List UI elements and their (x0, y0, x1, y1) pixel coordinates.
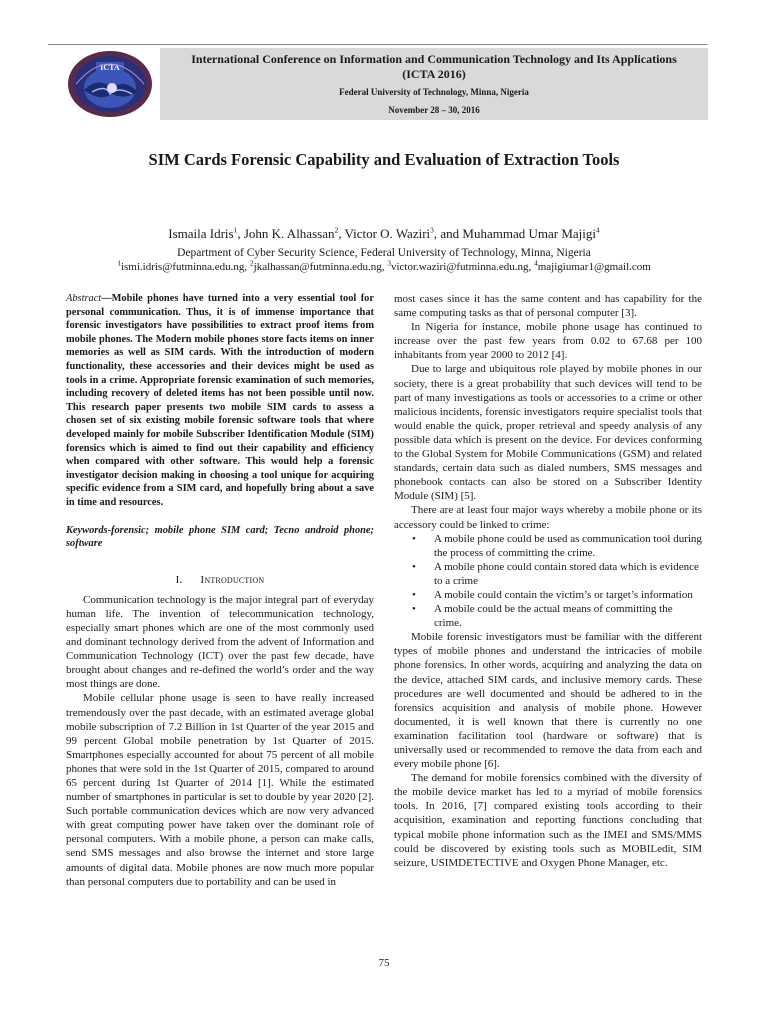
body-paragraph: In Nigeria for instance, mobile phone usage has continued to increase over the past few years from 0.02 to 67.68 per 100 inhabitants from year 2000 to 2012 [4]. (394, 321, 702, 362)
paper-title: SIM Cards Forensic Capability and Evaluation of Extraction Tools (148, 150, 620, 169)
section-number: I. (175, 573, 183, 586)
author-separator: , and (433, 226, 463, 241)
author-separator: , (338, 226, 345, 241)
page-number: 75 (378, 957, 390, 969)
author-emails (40, 260, 728, 274)
abstract-text: —Mobile phones have turned into a very essential tool for personal communication. Thus, it is of immense importance that forensic investigators have possibilities to extract proof items from mobile phones. The Modern mobile phones store facts items on inner memories as well as SIM cards. With the introduction of modern functionality, these accessories and their devices might be used as tools in a crime. Appropriate forensic examination of such memories, including recovery of deleted items has not been possible until now. This research paper presents two mobile SIM cards to assess a chosen set of six existing mobile forensic software tools that where developed mainly for mobile Subscriber Identification Module (SIM) forensics which is aimed to find out their capability and efficiency when compared with other software. This would help a forensic investigator decision making in choosing a tool unique for acquiring specific evidence from a SIM card, and hopefully bring about a save in time and resources. (66, 293, 374, 508)
author-affiliation: Department of Cyber Security Science, Federal University of Technology, Minna, Nigeria (177, 247, 591, 259)
bullet-item: • A mobile phone could contain stored data which is evidence to a crime (394, 560, 702, 588)
email-mark: 1 (117, 258, 121, 268)
author-list (40, 226, 728, 242)
bullet-item: • A mobile could contain the victim’s or target’s information (394, 588, 702, 602)
conference-title (160, 52, 708, 82)
email-address: ismi.idris@futminna.edu.ng, (120, 261, 250, 273)
svg-text:ICTA: ICTA (100, 63, 120, 72)
conference-logo-icon (62, 48, 158, 120)
email-mark: 3 (387, 258, 391, 268)
body-paragraph: Mobile forensic investigators must be familiar with the different types of mobile phones and understand the intricacies of mobile phone forensics. In other words, acquiring and analyzing the data on the device, attached SIM cards, and inclusive memory cards. These procedures are well documented and should be adhered to in the forensics acquisition and analysis of mobile phone. However documented, it is well known that there is currently no one examination facilitation tool (hardware or software) that is universally used or recommended to remove the data from each and every mobile phone [6]. (394, 631, 702, 771)
bullet-item: • A mobile phone could be used as communication tool during the process of committing the crime. (394, 532, 702, 560)
body-paragraph: The demand for mobile forensics combined with the diversity of the mobile device market has led to a myriad of mobile forensics tools. In 2016, [7] compared existing tools according to their acquisition, examination and reporting functions concluding that typical mobile phone information such as the IMEI and SMS/MMS could be discovered by existing tools such as MOBILedit, SIM seizure, USIMDETECTIVE and Oxygen Phone Manager, etc. (394, 772, 702, 869)
body-paragraph: Communication technology is the major integral part of everyday human life. The invention of telecommunication technology, especially smart phones which are one of the most commonly used and dominant technology derived from the advent of Information and Communication Technology (ICT) over the past few decade, have brought about changes and re-defined the world’s order and the way most things are done. (66, 593, 374, 691)
abstract (66, 292, 374, 510)
email-mark: 4 (533, 258, 538, 268)
author-name: John K. Alhassan (243, 226, 335, 241)
author-separator: , (237, 226, 244, 241)
author-mark: 2 (334, 225, 339, 235)
abstract-lead: Abstract (66, 293, 102, 304)
author-name: Muhammad Umar Majigi (462, 226, 597, 241)
author-mark: 1 (233, 225, 238, 235)
body-paragraph: Mobile cellular phone usage is seen to have really increased tremendously over the past decade, with an estimated average global mobile subscription of 7.2 Billion in 1st Quarter of the year 2015 and 99 percent Global mobile penetration by 1st Quarter of 2015. Smartphones especially accounted for about 75 percent of all mobile phones that were sold in the 1st Quarter of 2015, compared to around 65 percent during 1st Quarter of 2014 [1]. While the estimated number of smartphones in particular is set to double by year 2020 [2]. Such portable communication devices which are now very advanced with great computing power have taken over the dominant role of personal computers. With a mobile phone, a person can make calls, send SMS messages and also browse the internet and store large amounts of digital data. Mobile phones are now much more popular than personal computers due to portability and can be used in (66, 692, 374, 888)
email-address: victor.waziri@futminna.edu.ng, (390, 261, 534, 273)
conference-university: Federal University of Technology, Minna, Nigeria (339, 87, 529, 97)
author-name: Victor O. Waziri (344, 226, 431, 241)
body-paragraph: Due to large and ubiquitous role played by mobile phones in our society, there is a great probability that such devices will tend to be part of many investigations as tools or accessories to a crime or other malicious incidents, forensic investigators require specialist tools that would enable the quick, proper retrieval and speedy analysis of any possible data which is present on the device. For devices conforming to the Global System for Mobile Communications (GSM) and related standards, certain data such as dialed numbers, SMS messages and phonebook contacts can also be stored on a Subscriber Identity Module (SIM) [5]. (394, 363, 702, 503)
keywords: Keywords-forensic; mobile phone SIM card; Tecno android phone; software (66, 524, 374, 550)
conference-title-line2: (ICTA 2016) (402, 67, 466, 81)
body-paragraph: most cases since it has the same content and has capability for the same computing tasks as that of personal computer [3]. (394, 293, 702, 320)
header-rule (48, 44, 708, 45)
author-mark: 4 (596, 225, 600, 235)
conference-title-line1: International Conference on Information and Communication Technology and Its Applications (191, 52, 677, 66)
bullet-list (394, 532, 702, 631)
left-column (66, 292, 374, 889)
conference-dates: November 28 – 30, 2016 (388, 105, 480, 115)
section-heading (66, 573, 374, 587)
email-address: majigiumar1@gmail.com (537, 261, 651, 273)
bullet-item: • A mobile could be the actual means of committing the crime. (394, 602, 702, 630)
author-mark: 3 (430, 225, 434, 235)
email-mark: 2 (249, 258, 254, 268)
section-title: Introduction (200, 573, 265, 586)
email-address: jkalhassan@futminna.edu.ng, (253, 261, 388, 273)
body-paragraph: There are at least four major ways whereby a mobile phone or its accessory could be linked to crime: (394, 504, 702, 531)
right-column (394, 292, 702, 870)
author-name: Ismaila Idris (168, 226, 234, 241)
